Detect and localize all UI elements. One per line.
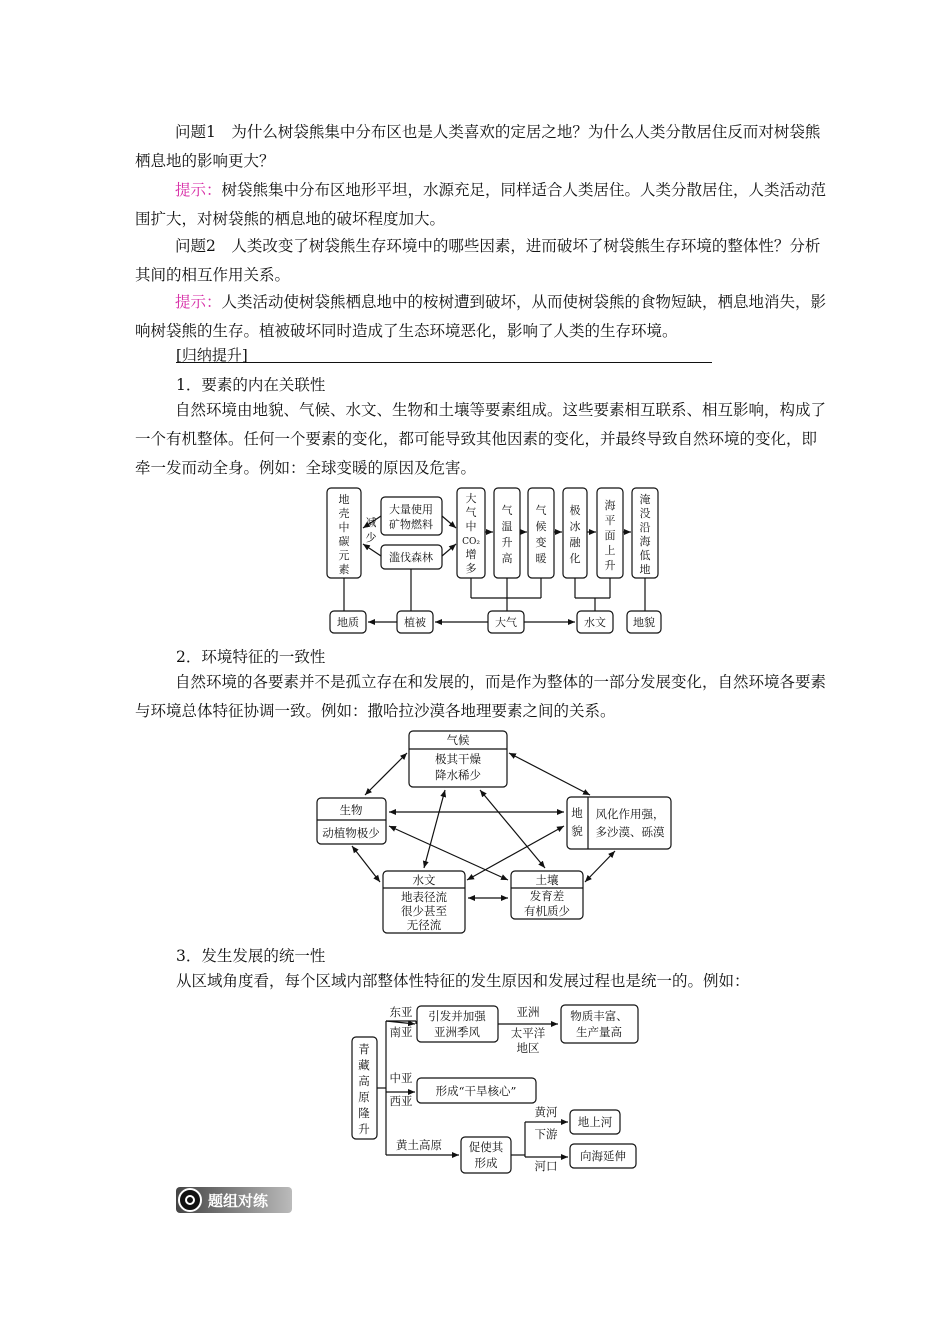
vegetation-label: 植被 (404, 616, 426, 629)
temp-char: 气 (501, 504, 513, 517)
question-1: 问题1 为什么树袋熊集中分布区也是人类喜欢的定居之地？为什么人类分散居住反而对树袋熊栖息地的影响更大？ (135, 123, 821, 170)
downstream-label: 下游 (534, 1127, 558, 1141)
climate-char: 气 (535, 504, 547, 517)
hint-text: 人类活动使树袋熊栖息地中的桉树遭到破坏，从而使树袋熊的食物短缺，栖息地消失，影响树袋熊的生存。植被破坏同时造成了生态环境恶化，影响了人类的生存环境。 (135, 293, 827, 340)
co2-char: 中 (465, 520, 477, 533)
loess-label: 黄土高原 (396, 1138, 442, 1152)
temp-char: 温 (501, 520, 513, 533)
west-asia-label: 西亚 (389, 1094, 413, 1108)
flood-char: 海 (639, 535, 651, 548)
hint-1 (135, 176, 830, 234)
reduce-char: 减 (365, 516, 377, 529)
sea-char: 平 (604, 514, 616, 527)
hint-label: 提示： (175, 181, 222, 199)
hint-text: 树袋熊集中分布区地形平坦，水源充足，同样适合人类居住。人类分散居住，人类活动范围扩大，对树袋熊的栖息地的破坏程度加大。 (135, 181, 827, 228)
root-char: 青 (358, 1042, 370, 1056)
soil-title: 土壤 (535, 873, 559, 887)
temp-char: 高 (501, 552, 513, 565)
co2-char: 气 (465, 506, 477, 519)
temp-char: 升 (501, 536, 513, 549)
promote-line: 形成 (474, 1156, 498, 1170)
monsoon-line: 引发并加强 (428, 1009, 486, 1023)
land-title: 地 (571, 806, 583, 820)
co2-char: 大 (465, 492, 477, 505)
south-asia-label: 南亚 (389, 1025, 413, 1039)
central-asia-label: 中亚 (389, 1071, 413, 1085)
pacific-line: 地区 (516, 1041, 540, 1055)
flood-char: 没 (639, 507, 651, 520)
asia-label: 亚洲 (516, 1005, 540, 1019)
crust-char: 元 (338, 549, 350, 562)
root-char: 藏 (358, 1058, 370, 1072)
soil-desc: 发育差 (529, 889, 565, 903)
reduce-char: 少 (365, 531, 377, 544)
estuary-label: 河口 (534, 1159, 558, 1173)
bio-desc: 动植物极少 (322, 826, 380, 840)
water-desc: 地表径流 (401, 890, 447, 904)
banner-label: 题组对练 (208, 1192, 269, 1210)
rich-line: 生产量高 (576, 1025, 622, 1039)
dry-core-label: 形成“干旱核心” (435, 1084, 517, 1098)
climate-char: 变 (535, 536, 547, 549)
hint-label: 提示： (175, 293, 222, 311)
crust-char: 碳 (338, 535, 350, 548)
landform-label: 地貌 (633, 616, 655, 629)
fuel-line: 大量使用 (389, 503, 433, 516)
land-desc: 多沙漠、砾漠 (595, 825, 665, 839)
crust-char: 素 (338, 563, 350, 576)
climate-desc: 极其干燥 (435, 752, 481, 766)
atmosphere-label: 大气 (495, 616, 517, 629)
ice-char: 化 (569, 552, 581, 565)
pacific-line: 太平洋 (510, 1026, 546, 1040)
climate-desc: 降水稀少 (435, 768, 481, 782)
land-title: 貌 (571, 824, 583, 838)
hint-2 (135, 288, 830, 346)
land-desc: 风化作用强， (595, 807, 665, 821)
item-1-title: 1．要素的内在关联性 (176, 376, 326, 394)
sea-char: 海 (604, 499, 616, 512)
water-desc: 无径流 (406, 918, 442, 932)
root-char: 隆 (358, 1106, 370, 1120)
flood-char: 低 (639, 549, 651, 562)
root-char: 升 (358, 1122, 370, 1136)
water-title: 水文 (412, 873, 436, 887)
co2-char: 多 (465, 562, 477, 575)
monsoon-line: 亚洲季风 (434, 1025, 480, 1039)
east-asia-label: 东亚 (389, 1005, 413, 1019)
item-1-text: 自然环境由地貌、气候、水文、生物和土壤等要素组成。这些要素相互联系、相互影响，构成了一个有机整体。任何一个要素的变化，都可能导致其他因素的变化，并最终导致自然环境的变化，即牵一发而动全身。例如：全球变暖的原因及危害。 (135, 401, 827, 477)
crust-char: 壳 (338, 507, 350, 520)
sea-char: 面 (604, 529, 616, 542)
ice-char: 冰 (569, 520, 581, 533)
root-char: 原 (358, 1090, 370, 1104)
crust-char: 中 (338, 521, 350, 534)
flood-char: 沿 (639, 521, 651, 534)
rich-line: 物质丰富、 (570, 1009, 628, 1023)
fuel-line: 矿物燃料 (389, 518, 433, 531)
soil-desc: 有机质少 (524, 904, 570, 918)
sea-char: 上 (604, 544, 616, 557)
item-2-title: 2．环境特征的一致性 (176, 648, 326, 666)
ice-char: 融 (569, 536, 581, 549)
climate-char: 暖 (535, 552, 547, 565)
crust-char: 地 (338, 493, 350, 506)
sea-char: 升 (604, 559, 616, 572)
bio-title: 生物 (339, 803, 363, 817)
root-char: 高 (358, 1074, 370, 1088)
extend-sea-label: 向海延伸 (580, 1149, 626, 1163)
question-2: 问题2 人类改变了树袋熊生存环境中的哪些因素，进而破坏了树袋熊生存环境的整体性？分析其间的相互作用关系。 (135, 237, 821, 284)
section-divider (176, 362, 712, 363)
water-desc: 很少甚至 (401, 904, 447, 918)
yellow-river-label: 黄河 (534, 1105, 558, 1119)
target-icon (178, 1188, 202, 1212)
flood-char: 地 (639, 563, 651, 576)
forest-label: 滥伐森林 (389, 551, 433, 564)
climate-char: 候 (535, 520, 547, 533)
hydrology-label: 水文 (584, 616, 606, 629)
item-3-title: 3．发生发展的统一性 (176, 947, 326, 965)
co2-char: CO₂ (462, 537, 480, 547)
item-2-text: 自然环境的各要素并不是孤立存在和发展的，而是作为整体的一部分发展变化，自然环境各要素与环境总体特征协调一致。例如：撒哈拉沙漠各地理要素之间的关系。 (135, 673, 827, 720)
above-river-label: 地上河 (577, 1115, 613, 1129)
item-3-text: 从区域角度看，每个区域内部整体性特征的发生原因和发展过程也是统一的。例如： (176, 972, 750, 990)
section-label: [归纳提升] (176, 346, 248, 364)
promote-line: 促使其 (468, 1140, 504, 1154)
practice-banner (176, 1187, 292, 1213)
ice-char: 极 (569, 504, 581, 517)
climate-title: 气候 (446, 733, 470, 747)
co2-char: 增 (465, 548, 477, 561)
flood-char: 淹 (639, 493, 651, 506)
geology-label: 地质 (337, 616, 359, 629)
